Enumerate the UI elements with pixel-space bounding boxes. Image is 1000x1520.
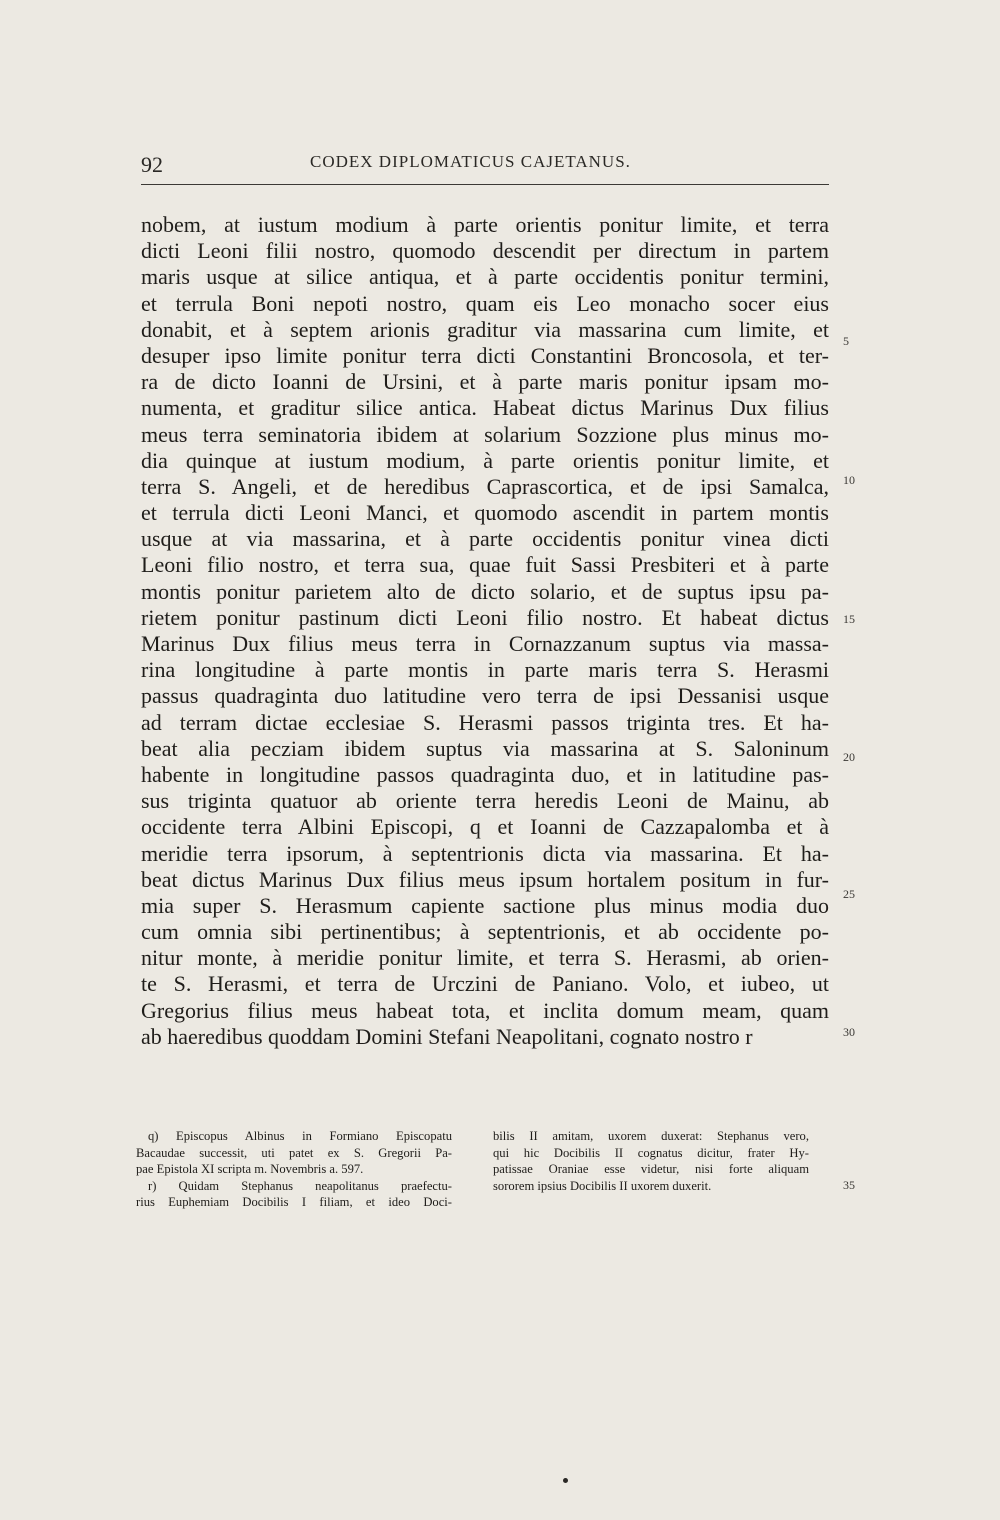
text-line: dicti Leoni filii nostro, quomodo descendit per directum in partem <box>141 238 829 264</box>
text-line: Marinus Dux filius meus terra in Cornazzanum suptus via massa- <box>141 631 829 656</box>
text-line: meridie terra ipsorum, à septentrionis dicta via massarina. Et ha- <box>141 840 829 866</box>
text-line: rietem ponitur pastinum dicti Leoni filio nostro. Et habeat dictus <box>141 604 829 630</box>
text-line: numenta, et graditur silice antica. Habeat dictus Marinus Dux filius <box>141 395 829 421</box>
text-line: ad terram dictae ecclesiae S. Herasmi passos triginta tres. Et ha- <box>141 709 829 735</box>
text-line: ab haeredibus quoddam Domini Stefani Neapolitani, cognato nostro r <box>141 1023 753 1049</box>
text-line: et terrula dicti Leoni Manci, et quomodo ascendit in partem montis <box>141 500 829 526</box>
running-title: CODEX DIPLOMATICUS CAJETANUS. <box>310 152 631 171</box>
footnote-line: bilis II amitam, uxorem duxerat: Stephanus vero, <box>493 1129 809 1143</box>
text-line: donabit, et à septem arionis graditur via massarina cum limite, et <box>141 316 829 342</box>
page-number: 92 <box>141 152 163 177</box>
text-line: Leoni filio nostro, et terra sua, quae fuit Sassi Presbiteri et à parte <box>141 552 829 578</box>
text-line: dia quinque at iustum modium, à parte orientis ponitur limite, et <box>141 447 829 473</box>
footnote-line: pae Epistola XI scripta m. Novembris a. 597. <box>136 1162 364 1176</box>
text-line: mia super S. Herasmum capiente sactione plus minus modia duo <box>141 892 829 918</box>
text-line: ra de dicto Ioanni de Ursini, et à parte maris ponitur ipsam mo- <box>141 369 829 395</box>
text-line: rina longitudine à parte montis in parte maris terra S. Herasmi <box>141 657 829 683</box>
text-line: beat alia pecziam ibidem suptus via massarina at S. Saloninum <box>141 735 829 761</box>
footnote-line: patissae Oraniae esse videtur, nisi forte aliquam <box>493 1162 809 1176</box>
text-line: maris usque at silice antiqua, et à parte occidentis ponitur termini, <box>141 264 829 290</box>
text-line: cum omnia sibi pertinentibus; à septentrionis, et ab occidente po- <box>141 919 829 945</box>
footnote-line: r) Quidam Stephanus neapolitanus praefectu- <box>148 1178 452 1193</box>
line-number: 35 <box>843 1178 855 1192</box>
printer-mark <box>563 1478 568 1483</box>
line-number: 25 <box>843 887 855 901</box>
line-number: 20 <box>843 750 855 764</box>
text-line: et terrula Boni nepoti nostro, quam eis Leo monacho socer eius <box>141 290 829 316</box>
main-text <box>141 212 829 1050</box>
footnotes-left-column <box>136 1128 452 1211</box>
footnote-line: sororem ipsius Docibilis II uxorem duxerit. <box>493 1178 712 1193</box>
text-line: te S. Herasmi, et terra de Urczini de Paniano. Volo, et iubeo, ut <box>141 971 829 997</box>
header-rule <box>141 184 829 185</box>
text-line: sus triginta quatuor ab oriente terra heredis Leoni de Mainu, ab <box>141 788 829 814</box>
text-line: nitur monte, à meridie ponitur limite, et terra S. Herasmi, ab orien- <box>141 945 829 971</box>
text-line: montis ponitur parietem alto de dicto solario, et de suptus ipsu pa- <box>141 578 829 604</box>
footnotes-right-column <box>493 1128 809 1194</box>
footnote-line: q) Episcopus Albinus in Formiano Episcopatu <box>148 1129 452 1143</box>
text-line: occidente terra Albini Episcopi, q et Ioanni de Cazzapalomba et à <box>141 814 829 840</box>
text-line: desuper ipso limite ponitur terra dicti Constantini Broncosola, et ter- <box>141 342 829 368</box>
text-line: nobem, at iustum modium à parte orientis ponitur limite, et terra <box>141 212 829 237</box>
footnote-line: rius Euphemiam Docibilis I filiam, et ideo Doci- <box>136 1195 452 1209</box>
text-line: habente in longitudine passos quadraginta duo, et in latitudine pas- <box>141 761 829 787</box>
text-line: Gregorius filius meus habeat tota, et inclita domum meam, quam <box>141 997 829 1023</box>
text-line: terra S. Angeli, et de heredibus Caprascortica, et de ipsi Samalca, <box>141 473 829 499</box>
text-line: usque at via massarina, et à parte occidentis ponitur vinea dicti <box>141 526 829 552</box>
line-number: 15 <box>843 612 855 626</box>
text-line: meus terra seminatoria ibidem at solarium Sozzione plus minus mo- <box>141 421 829 447</box>
line-number: 30 <box>843 1025 855 1039</box>
footnote-line: qui hic Docibilis II cognatus dicitur, frater Hy- <box>493 1145 809 1160</box>
text-line: passus quadraginta duo latitudine vero terra de ipsi Dessanisi usque <box>141 683 829 709</box>
line-number: 5 <box>843 334 849 348</box>
text-line: beat dictus Marinus Dux filius meus ipsum hortalem positum in fur- <box>141 866 829 892</box>
footnote-line: Bacaudae successit, uti patet ex S. Gregorii Pa- <box>136 1145 452 1160</box>
line-number: 10 <box>843 473 855 487</box>
